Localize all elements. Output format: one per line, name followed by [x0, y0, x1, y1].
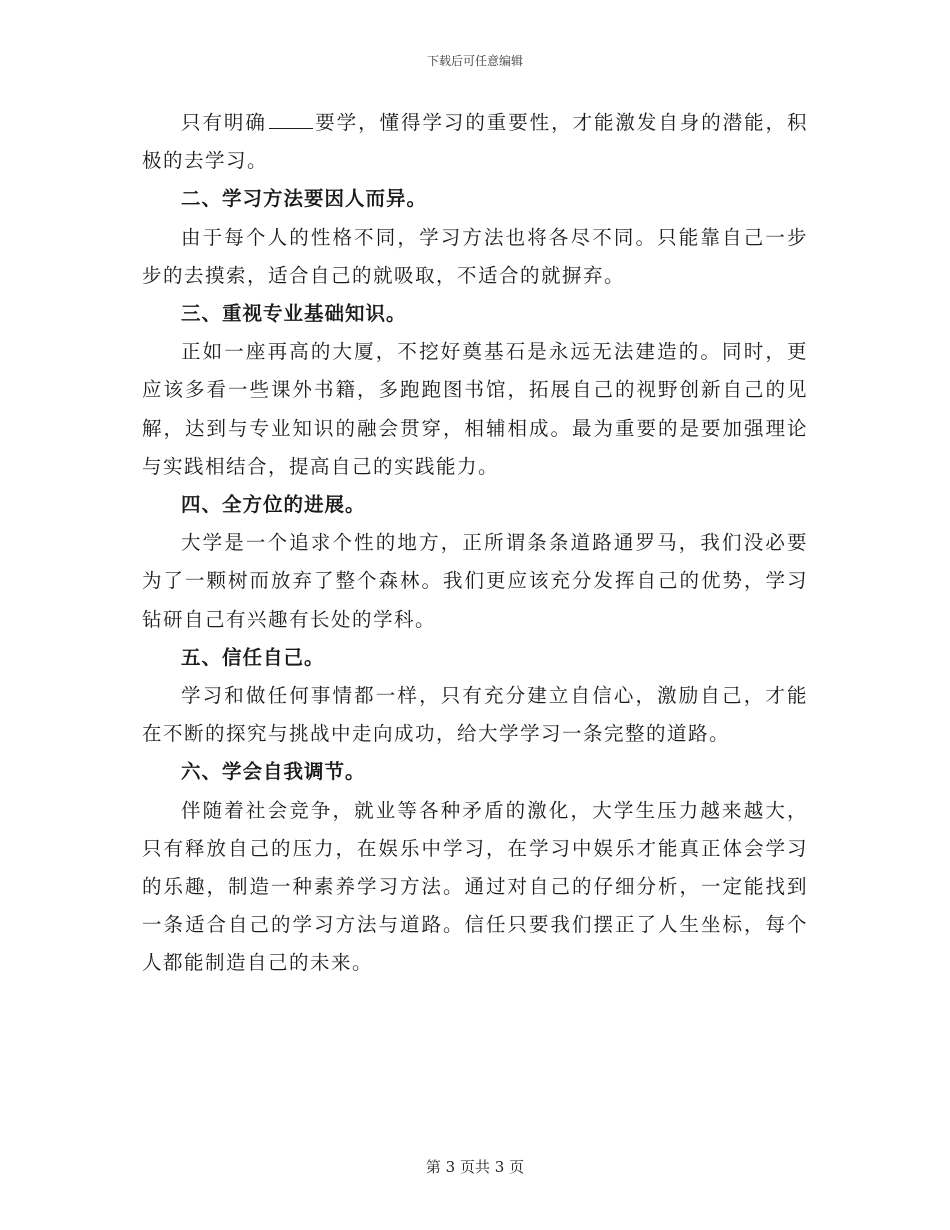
- section-heading-2: 二、学习方法要因人而异。: [181, 187, 428, 211]
- paragraph-1-start: 只有明确: [181, 111, 267, 134]
- section-heading-6: 六、学会自我调节。: [181, 760, 366, 784]
- section-heading-4: 四、全方位的进展。: [181, 493, 366, 517]
- page-header: 下载后可任意编辑: [426, 54, 523, 68]
- paragraph-4: 大学是一个追求个性的地方，正所谓条条道路通罗马，我们没必要为了一颗树而放弃了整个森林。我们更应该充分发挥自己的优势，学习钻研自己有兴趣有长处的学科。: [142, 531, 808, 631]
- paragraph-5: 学习和做任何事情都一样，只有充分建立自信心，激励自己，才能在不断的探究与挑战中走向成功，给大学学习一条完整的道路。: [142, 684, 808, 746]
- paragraph-6: 伴随着社会竞争，就业等各种矛盾的激化，大学生压力越来越大，只有释放自己的压力，在娱乐中学习，在学习中娱乐才能真正体会学习的乐趣，制造一种素养学习方法。通过对自己的仔细分析，一定能找到一条适合自己的学习方法与道路。信任只要我们摆正了人生坐标，每个人都能制造自己的未来。: [142, 798, 808, 975]
- page-footer: 第 3 页共 3 页: [425, 1158, 525, 1176]
- section-heading-5: 五、信任自己。: [181, 645, 325, 669]
- paragraph-3: 正如一座再高的大厦，不挖好奠基石是永远无法建造的。同时，更应该多看一些课外书籍，多跑跑图书馆，拓展自己的视野创新自己的见解，达到与专业知识的融会贯穿，相辅相成。最为重要的是要加强理论与实践相结合，提高自己的实践能力。: [142, 340, 808, 478]
- paragraph-2: 由于每个人的性格不同，学习方法也将各尽不同。只能靠自己一步步的去摸索，适合自己的就吸取，不适合的就摒弃。: [142, 225, 808, 287]
- document-body: [142, 104, 808, 983]
- section-heading-3: 三、重视专业基础知识。: [181, 302, 407, 326]
- paragraph-1: [142, 104, 808, 180]
- paragraph-1-end: 要学，懂得学习的重要性，才能激发自身的潜能，积极的去学习。: [142, 111, 808, 173]
- fill-in-blank: [269, 110, 313, 129]
